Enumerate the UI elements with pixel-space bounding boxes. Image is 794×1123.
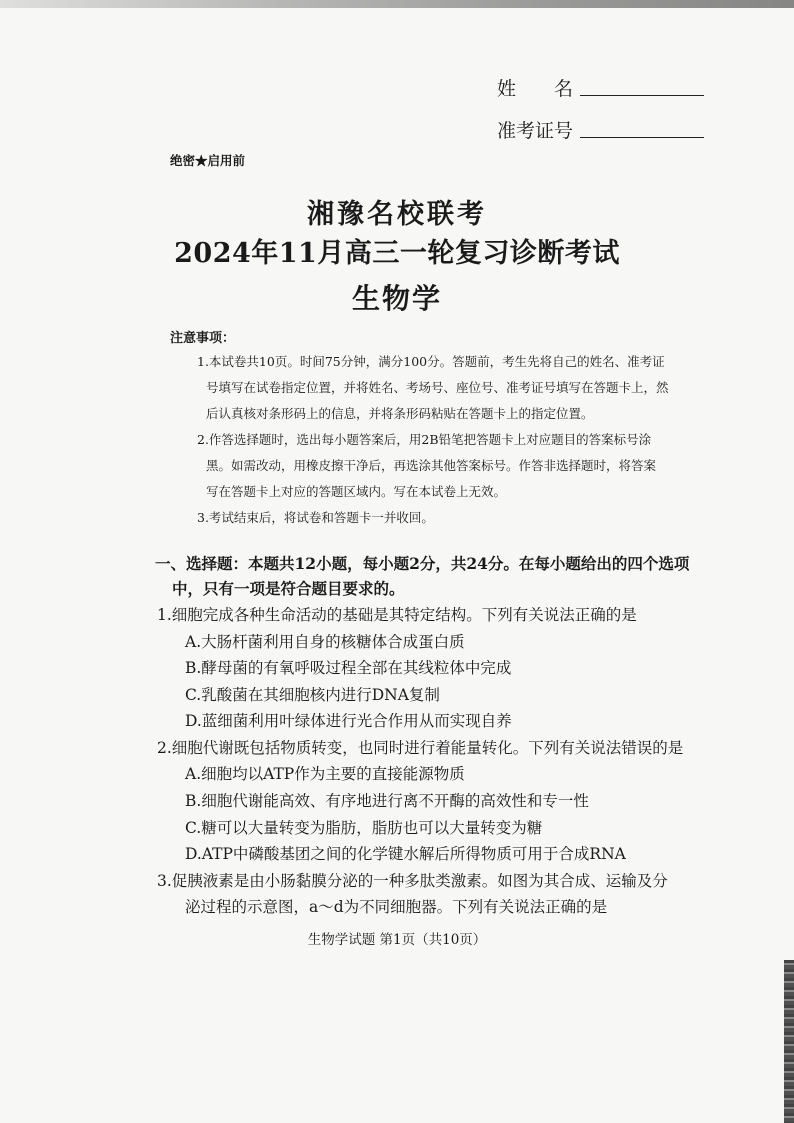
notice-line: 3.考试结束后，将试卷和答题卡一并收回。: [197, 510, 434, 525]
notice-line: 号填写在试卷指定位置，并将姓名、考场号、座位号、准考证号填写在答题卡上，然: [206, 380, 669, 395]
question-3-stem-cont: 泌过程的示意图，a～d为不同细胞器。下列有关说法正确的是: [185, 898, 608, 916]
notice-line: 黑。如需改动，用橡皮擦干净后，再选涂其他答案标号。作答非选择题时，将答案: [206, 458, 657, 473]
question-2-stem: 2.细胞代谢既包括物质转变，也同时进行着能量转化。下列有关说法错误的是: [157, 739, 684, 757]
notice-line: 写在答题卡上对应的答题区域内。写在本试卷上无效。: [206, 484, 507, 499]
question-1-stem: 1.细胞完成各种生命活动的基础是其特定结构。下列有关说法正确的是: [157, 606, 637, 624]
subject-title: 生物学: [351, 282, 442, 315]
question-1-option-a: A.大肠杆菌利用自身的核糖体合成蛋白质: [185, 633, 465, 651]
notice-line: 后认真核对条形码上的信息，并将条形码粘贴在答题卡上的指定位置。: [206, 406, 594, 421]
scan-edge-top: [0, 0, 794, 8]
exam-id-label: 准考证号: [497, 120, 574, 142]
exam-subtitle: 2024年11月高三一轮复习诊断考试: [174, 238, 620, 269]
notice-line: 2.作答选择题时，选出每小题答案后，用2B铅笔把答题卡上对应题目的答案标号涂: [197, 432, 652, 447]
scan-edge-right: [784, 960, 794, 1123]
question-2-option-b: B.细胞代谢能高效、有序地进行离不开酶的高效性和专一性: [185, 792, 589, 810]
question-1-option-b: B.酵母菌的有氧呼吸过程全部在其线粒体中完成: [185, 659, 512, 677]
confidential-mark: 绝密★启用前: [170, 153, 246, 168]
page-footer: 生物学试题 第1页（共10页）: [307, 932, 487, 948]
section-heading-cont: 中，只有一项是符合题目要求的。: [172, 579, 405, 598]
question-2-option-a: A.细胞均以ATP作为主要的直接能源物质: [185, 765, 465, 783]
exam-title: 湘豫名校联考: [307, 199, 487, 230]
question-2-option-c: C.糖可以大量转变为脂肪，脂肪也可以大量转变为糖: [185, 819, 543, 837]
section-heading: 一、选择题：本题共12小题，每小题2分，共24分。在每小题给出的四个选项: [155, 554, 690, 573]
notice-heading: 注意事项：: [170, 331, 236, 346]
question-3-stem: 3.促胰液素是由小肠黏膜分泌的一种多肽类激素。如图为其合成、运输及分: [157, 872, 668, 890]
question-2-option-d: D.ATP中磷酸基团之间的化学键水解后所得物质可用于合成RNA: [185, 845, 626, 863]
question-1-option-d: D.蓝细菌利用叶绿体进行光合作用从而实现自养: [185, 712, 512, 730]
name-field-line: [580, 95, 704, 96]
notice-block: [197, 349, 669, 531]
notice-line: 1.本试卷共10页。时间75分钟，满分100分。答题前，考生先将自己的姓名、准考证: [197, 354, 665, 369]
question-1-option-c: C.乳酸菌在其细胞核内进行DNA复制: [185, 686, 440, 704]
exam-id-field-line: [580, 137, 704, 138]
name-label: 姓 名: [497, 78, 574, 100]
